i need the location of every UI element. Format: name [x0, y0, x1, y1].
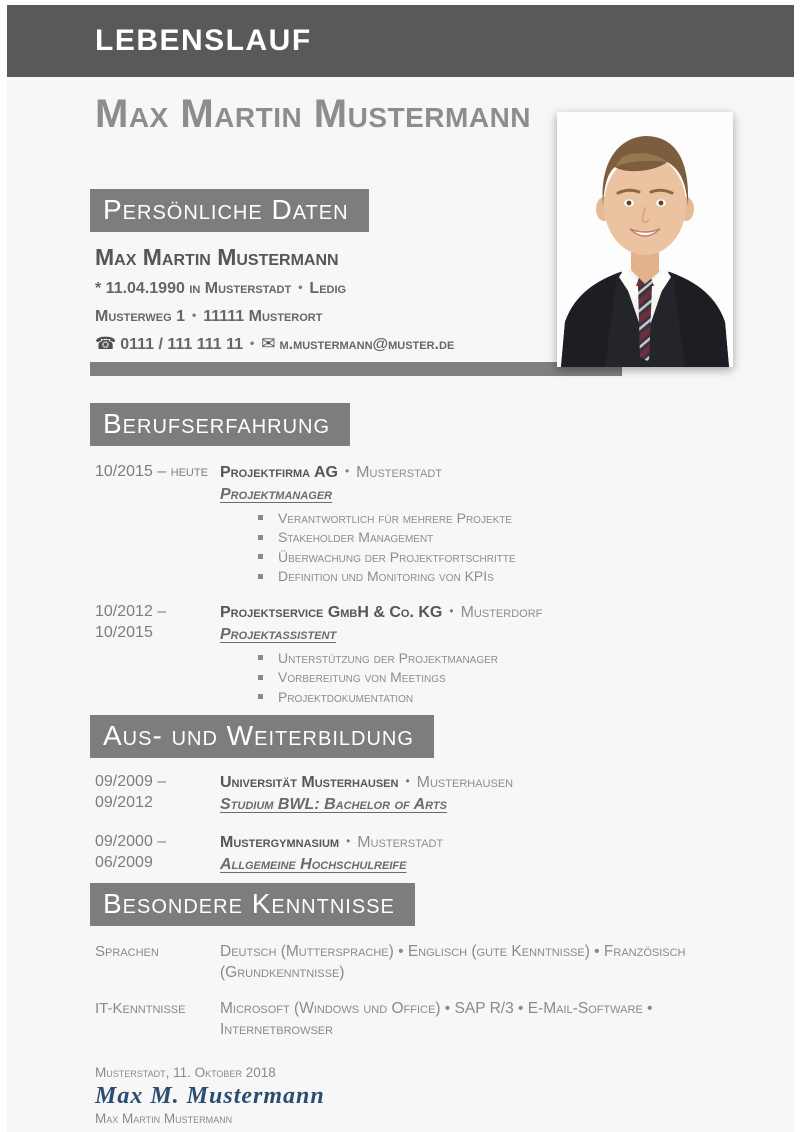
separator-dot: •	[298, 280, 303, 294]
duty-text: Definition und Monitoring von KPIs	[278, 568, 494, 585]
section-header-skills: Besondere Kenntnisse	[90, 883, 415, 926]
list-item	[220, 508, 794, 528]
bullet-square-icon	[258, 574, 263, 579]
bullet-square-icon	[258, 515, 263, 520]
job-duties-list	[220, 648, 794, 707]
list-item	[220, 528, 794, 548]
school-line	[220, 771, 794, 793]
education-period: 09/2000 – 06/2009	[95, 832, 167, 871]
divider-bar	[90, 362, 622, 376]
portrait-illustration	[557, 112, 733, 367]
job-period: 10/2012 – 10/2015	[95, 603, 167, 641]
company-location: Musterdorf	[460, 604, 543, 621]
list-item	[220, 547, 794, 567]
skill-row	[95, 998, 794, 1040]
separator-dot: •	[344, 464, 350, 478]
city: 11111 Musterort	[203, 308, 323, 325]
skill-category: Sprachen	[95, 942, 159, 960]
skill-row	[95, 941, 794, 983]
skill-value: Deutsch (Muttersprache) • Englisch (gute Kenntnisse) • Französisch (Grundkenntnisse)	[220, 942, 686, 981]
separator-dot: •	[449, 604, 454, 618]
street: Musterweg 1	[95, 308, 186, 325]
skill-value: Microsoft (Windows und Office) • SAP R/3 • E-Mail-Software • Internetbrowser	[220, 999, 653, 1038]
school-location: Musterhausen	[416, 773, 514, 791]
marital-status: Ledig	[309, 280, 347, 297]
job-duties-list	[220, 508, 794, 586]
birth-date: * 11.04.1990 in Musterstadt	[95, 280, 292, 297]
list-item	[220, 648, 794, 668]
school-name: Mustergymnasium	[220, 833, 340, 851]
duty-text: Unterstützung der Projektmanager	[278, 649, 499, 666]
section-header-experience: Berufserfahrung	[90, 403, 350, 446]
job-period: 10/2015 – heute	[95, 463, 208, 480]
experience-entry	[95, 461, 794, 586]
duty-text: Stakeholder Management	[278, 529, 434, 546]
separator-dot: •	[405, 773, 410, 788]
education-entry	[95, 831, 794, 875]
separator-dot: •	[250, 336, 255, 350]
job-title: Projektmanager	[220, 486, 333, 503]
resume-page	[7, 5, 794, 1132]
signature-printed-name: Max Martin Mustermann	[95, 1110, 233, 1126]
bullet-square-icon	[258, 535, 263, 540]
job-title: Projektassistent	[220, 626, 337, 643]
handwritten-signature: Max M. Mustermann	[95, 1082, 325, 1109]
section-header-personal: Persönliche Daten	[90, 189, 369, 232]
email-icon: ✉	[261, 334, 276, 353]
degree: Studium BWL: Bachelor of Arts	[220, 795, 447, 813]
applicant-name-heading: Max Martin Mustermann	[95, 92, 532, 136]
profile-photo	[557, 112, 733, 367]
header-bar	[7, 5, 794, 77]
company-line	[220, 461, 794, 483]
duty-text: Vorbereitung von Meetings	[278, 669, 446, 686]
duty-text: Verantwortlich für mehrere Projekte	[278, 509, 513, 526]
list-item	[220, 687, 794, 707]
separator-dot: •	[346, 833, 351, 848]
document-title: LEBENSLAUF	[95, 24, 312, 57]
company-name: Projektfirma AG	[220, 464, 338, 481]
signature-block	[95, 1064, 794, 1127]
bullet-square-icon	[258, 694, 263, 699]
duty-text: Projektdokumentation	[278, 688, 414, 705]
school-location: Musterstadt	[357, 833, 444, 851]
section-header-education: Aus- und Weiterbildung	[90, 715, 434, 758]
list-item	[220, 567, 794, 587]
personal-full-name: Max Martin Mustermann	[95, 244, 339, 270]
education-entry	[95, 771, 794, 815]
company-line	[220, 601, 794, 623]
separator-dot: •	[192, 308, 197, 322]
phone-icon: ☎	[95, 334, 117, 353]
school-name: Universität Musterhausen	[220, 773, 399, 791]
email-address: m.mustermann@muster.de	[279, 336, 455, 353]
company-name: Projektservice GmbH & Co. KG	[220, 604, 443, 621]
experience-entry	[95, 601, 794, 707]
duty-text: Überwachung der Projektfortschritte	[278, 548, 516, 565]
company-location: Musterstadt	[356, 464, 443, 481]
list-item	[220, 668, 794, 688]
bullet-square-icon	[258, 675, 263, 680]
education-period: 09/2009 – 09/2012	[95, 772, 167, 811]
bullet-square-icon	[258, 655, 263, 660]
school-line	[220, 831, 794, 853]
place-and-date: Musterstadt, 11. Oktober 2018	[95, 1064, 276, 1080]
degree: Allgemeine Hochschulreife	[220, 855, 407, 873]
bullet-square-icon	[258, 554, 263, 559]
skill-category: IT-Kenntnisse	[95, 999, 186, 1017]
phone-number: 0111 / 111 111 11	[120, 336, 244, 353]
